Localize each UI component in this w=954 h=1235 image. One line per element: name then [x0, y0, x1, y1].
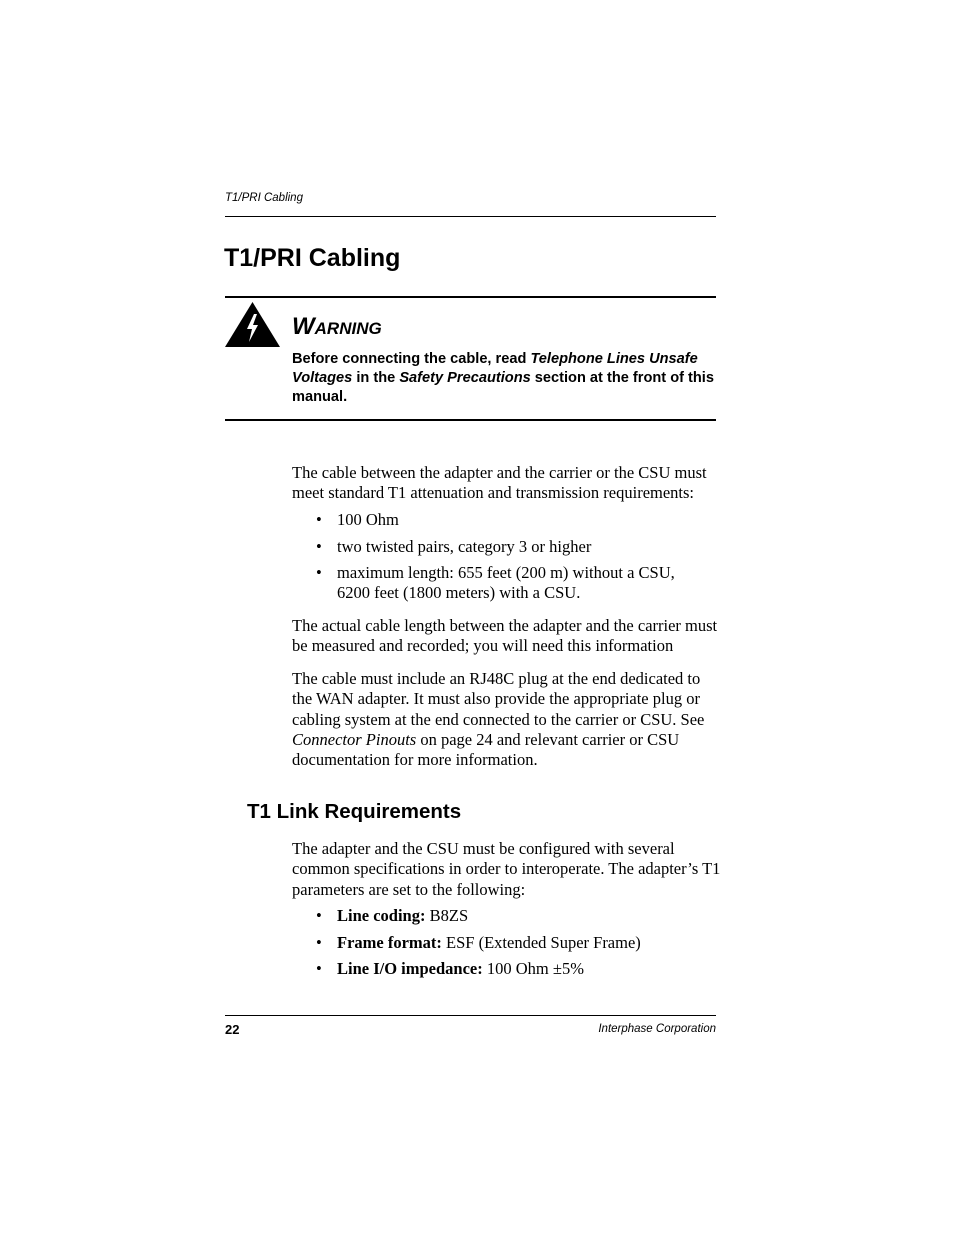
list-item-text: 100 Ohm: [337, 510, 399, 529]
page-title: T1/PRI Cabling: [224, 244, 401, 272]
warning-heading-initial: W: [292, 313, 315, 340]
connector-pinouts-link[interactable]: Connector Pinouts: [292, 729, 417, 749]
bullet-icon: •: [316, 906, 322, 925]
list-item-text: [337, 959, 717, 979]
warning-text-3: section at the front of this manual.: [292, 370, 714, 405]
list-item-text: [337, 933, 717, 953]
param-value: 100 Ohm ±5%: [482, 959, 584, 978]
paragraph-t1-parameters: The adapter and the CSU must be configured with several common specifications in order to interoperate. The adapter’s T1 parameters are set to the following:: [292, 839, 721, 899]
warning-bottom-rule: [225, 419, 716, 421]
warning-ref-safety-precautions: Safety Precautions: [399, 370, 531, 386]
warning-ref-telephone-lines: Telephone Lines Unsafe Voltages: [292, 351, 698, 386]
bullet-icon: •: [316, 959, 322, 978]
list-item-text: maximum length: 655 feet (200 m) without a CSU, 6200 feet (1800 meters) with a CSU.: [337, 563, 675, 603]
paragraph-rj48c: [292, 669, 722, 770]
header-rule: [225, 216, 716, 217]
footer-rule: [225, 1015, 716, 1016]
warning-top-rule: [225, 296, 716, 298]
warning-text: [292, 350, 717, 407]
para3-text-2: on page 24 and relevant carrier or CSU documentation for more information.: [292, 729, 680, 770]
warning-heading: [292, 313, 382, 341]
paragraph-cable-requirements: The cable between the adapter and the carrier or the CSU must meet standard T1 attenuation and transmission requirements:: [292, 463, 707, 503]
param-label: Line I/O impedance:: [337, 959, 483, 978]
param-value: ESF (Extended Super Frame): [441, 933, 641, 952]
warning-heading-rest: ARNING: [314, 319, 382, 338]
section-heading: T1 Link Requirements: [247, 800, 462, 823]
param-value: B8ZS: [425, 906, 469, 925]
param-label: Frame format:: [337, 933, 442, 952]
paragraph-cable-length: The actual cable length between the adapter and the carrier must be measured and recorded; you will need this information: [292, 616, 718, 656]
electrical-hazard-icon: [225, 302, 280, 347]
footer-company: Interphase Corporation: [598, 1023, 716, 1035]
warning-text-2: in the: [352, 370, 400, 386]
bullet-icon: •: [316, 563, 322, 582]
bullet-icon: •: [316, 510, 322, 529]
para3-text-1: The cable must include an RJ48C plug at the end dedicated to the WAN adapter. It must also provide the appropriate plug or cabling system at the end connected to the carrier or CSU. See: [292, 669, 705, 729]
param-label: Line coding:: [337, 906, 426, 925]
list-item-text: [337, 906, 717, 926]
warning-text-1: Before connecting the cable, read: [292, 351, 531, 367]
page-number: 22: [225, 1022, 240, 1037]
bullet-icon: •: [316, 933, 322, 952]
running-header: T1/PRI Cabling: [225, 192, 303, 204]
list-item-text: two twisted pairs, category 3 or higher: [337, 537, 592, 556]
bullet-icon: •: [316, 537, 322, 556]
